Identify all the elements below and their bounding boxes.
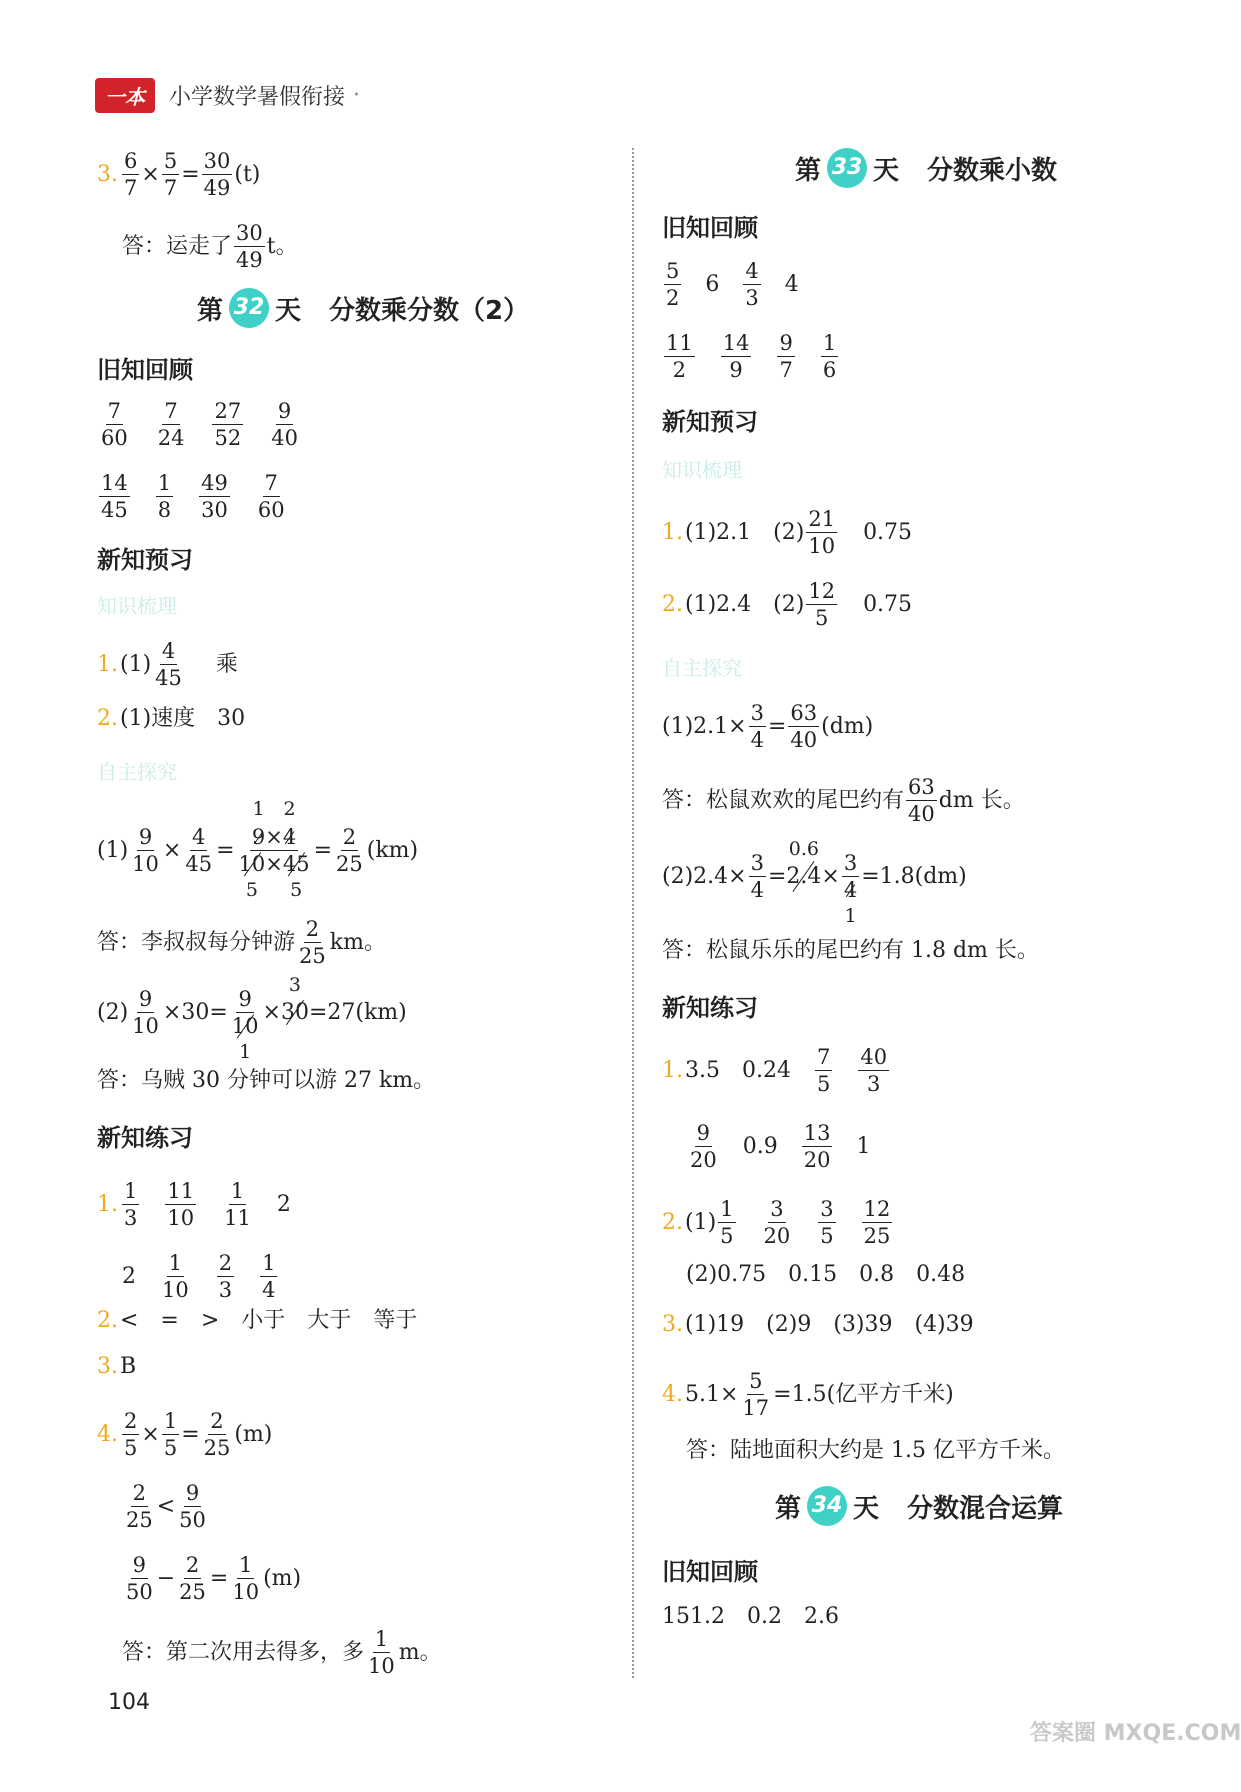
left-preview-1: 1. (1) $\frac{4}{45}$ 乘 <box>97 639 238 691</box>
fraction: $\frac{5}{7}$ <box>163 149 178 201</box>
right-calc-2: (2)2.4× $\frac{3}{4}$ = 0.6 2.4 × 3 1 4 =1.8(dm) <box>662 837 967 928</box>
right-answer-calc-2: 答：松鼠乐乐的尾巴约有 1.8 dm 长。 <box>662 938 1039 963</box>
day-32-title: 第 32 天 分数乘分数（2） <box>197 288 529 328</box>
right-exercise-1-row2: $\frac{9}{20}$ 0.9 $\frac{13}{20}$ 1 <box>690 1121 871 1173</box>
left-exercise-2: 2. < = > 小于 大于 等于 <box>97 1308 418 1333</box>
left-faint-heading-2: 自主探究 <box>97 760 177 784</box>
right-answer-4: 答：陆地面积大约是 1.5 亿平方千米。 <box>686 1438 1065 1463</box>
header-dot: · <box>353 83 361 108</box>
day-34-title: 第 34 天 分数混合运算 <box>775 1486 1063 1526</box>
fraction: $\frac{30}{49}$ <box>236 221 263 273</box>
left-exercise-4b: $\frac{2}{25}$ < $\frac{9}{50}$ <box>126 1481 206 1533</box>
left-exercise-4c: $\frac{9}{50}$ − $\frac{2}{25}$ = $\frac{1}{10}$ (m) <box>126 1553 302 1605</box>
left-answer-3: 答：运走了 $\frac{30}{49}$ t。 <box>122 221 298 273</box>
left-exercise-3: 3. B <box>97 1354 137 1379</box>
fraction: $\frac{30}{49}$ <box>203 149 231 201</box>
right-review-row1: $\frac{5}{2}$ 6 $\frac{4}{3}$ 4 <box>666 259 799 311</box>
right-faint-heading-2: 自主探究 <box>662 656 742 680</box>
left-calc-1: (1) $\frac{9}{10}$ × $\frac{4}{45}$ = 1 9× 2 4 5 10× 5 45 = $\frac{2}{25}$ (km) <box>97 798 419 902</box>
right-exercise-4: 4. 5.1× $\frac{5}{17}$ =1.5(亿平方千米) <box>662 1369 954 1421</box>
right-review-title: 旧知回顾 <box>662 214 758 242</box>
watermark: 答案圈 MXQE.COM <box>1030 1721 1241 1746</box>
left-answer-calc-1: 答：李叔叔每分钟游 $\frac{2}{25}$ km。 <box>97 917 386 969</box>
left-preview-title: 新知预习 <box>97 546 193 574</box>
left-review-title: 旧知回顾 <box>97 356 193 384</box>
left-q3: 3. $\frac{6}{7}$ × $\frac{5}{7}$ = $\frac{30}{49}$ (t) <box>97 149 261 201</box>
day-badge: 34 <box>807 1486 847 1526</box>
day-33-title: 第 33 天 分数乘小数 <box>795 148 1057 188</box>
fraction: $\frac{6}{7}$ <box>124 149 138 201</box>
left-calc-2: (2) $\frac{9}{10}$ ×30= 9 1 10 × 3 30 =27(km) <box>97 973 407 1064</box>
right-calc-1: (1)2.1× $\frac{3}{4}$ = $\frac{63}{40}$ (dm) <box>662 701 874 753</box>
right-review2-title: 旧知回顾 <box>662 1558 758 1586</box>
series-title: 小学数学暑假衔接 <box>169 85 346 110</box>
day-badge: 32 <box>229 288 269 328</box>
right-answer-calc-1: 答：松鼠欢欢的尾巴约有 $\frac{63}{40}$ dm 长。 <box>662 775 1025 827</box>
right-practice-title: 新知练习 <box>662 994 758 1022</box>
left-practice-title: 新知练习 <box>97 1124 193 1152</box>
right-exercise-2-row2: (2)0.75 0.15 0.8 0.48 <box>686 1262 966 1287</box>
right-preview-title: 新知预习 <box>662 408 758 436</box>
left-answer-calc-2: 答：乌贼 30 分钟可以游 27 km。 <box>97 1068 436 1093</box>
left-exercise-1-row2: 2 $\frac{1}{10}$ $\frac{2}{3}$ $\frac{1}{4}$ <box>122 1251 276 1303</box>
page-number: 104 <box>108 1690 150 1715</box>
column-divider <box>632 148 634 1678</box>
right-preview-2: 2. (1)2.4 (2) $\frac{12}{5}$ 0.75 <box>662 579 913 631</box>
left-preview-2: 2. (1)速度 30 <box>97 706 246 731</box>
right-exercise-2: 2. (1) $\frac{1}{5}$ $\frac{3}{20}$ $\frac{3}{5}$ $\frac{12}{25}$ <box>662 1197 891 1249</box>
day-badge: 33 <box>827 148 867 188</box>
left-review-row2: $\frac{14}{45}$ $\frac{1}{8}$ $\frac{49}{30}$ $\frac{7}{60}$ <box>101 471 285 523</box>
left-review-row1: $\frac{7}{60}$ $\frac{7}{24}$ $\frac{27}{52}$ $\frac{9}{40}$ <box>101 399 298 451</box>
left-exercise-1-row1: 1. $\frac{1}{3}$ $\frac{11}{10}$ $\frac{1}{11}$ 2 <box>97 1179 291 1231</box>
right-review-row2: $\frac{11}{2}$ $\frac{14}{9}$ $\frac{9}{7}$ $\frac{1}{6}$ <box>666 331 837 383</box>
right-review2-text: 151.2 0.2 2.6 <box>662 1604 839 1629</box>
header <box>95 78 360 113</box>
right-exercise-3: 3. (1)19 (2)9 (3)39 (4)39 <box>662 1312 974 1337</box>
brand-logo: 一本 <box>95 78 155 113</box>
left-exercise-4: 4. $\frac{2}{5}$ × $\frac{1}{5}$ = $\frac{2}{25}$ (m) <box>97 1409 273 1461</box>
right-preview-1: 1. (1)2.1 (2) $\frac{21}{10}$ 0.75 <box>662 507 913 559</box>
right-exercise-1-row1: 1. 3.5 0.24 $\frac{7}{5}$ $\frac{40}{3}$ <box>662 1045 888 1097</box>
left-faint-heading-1: 知识梳理 <box>97 594 177 618</box>
right-faint-heading-1: 知识梳理 <box>662 458 742 482</box>
left-answer-4: 答：第二次用去得多，多 $\frac{1}{10}$ m。 <box>122 1627 442 1679</box>
